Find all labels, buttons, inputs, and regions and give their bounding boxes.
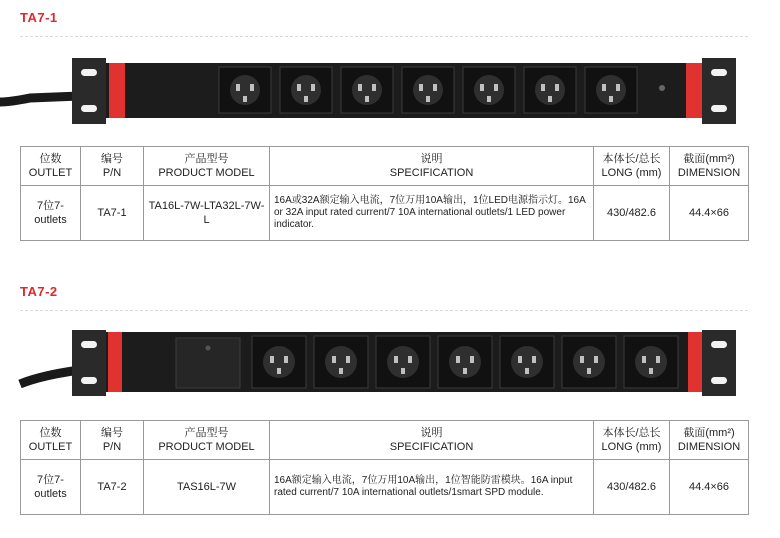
left-bracket bbox=[72, 58, 106, 124]
pdu-image-ta7-2 bbox=[0, 324, 780, 404]
cell-outlet: 7位7-outlets bbox=[21, 460, 81, 515]
left-hole-bottom bbox=[81, 377, 97, 384]
cell-pn: TA7-1 bbox=[81, 186, 144, 241]
header-outlet: 位数 OUTLET bbox=[21, 147, 81, 186]
left-hole-top bbox=[81, 69, 97, 76]
header-spec: 说明 SPECIFICATION bbox=[270, 421, 594, 460]
header-spec: 说明 SPECIFICATION bbox=[270, 147, 594, 186]
header-outlet: 位数 OUTLET bbox=[21, 421, 81, 460]
section-title-ta7-1: TA7-1 bbox=[20, 10, 58, 25]
header-pn: 编号 P/N bbox=[81, 147, 144, 186]
header-pn: 编号 P/N bbox=[81, 421, 144, 460]
right-hole-bottom bbox=[711, 105, 727, 112]
left-end-cap bbox=[108, 332, 122, 392]
led-indicator bbox=[659, 85, 665, 91]
cell-spec: 16A额定输入电流，7位万用10A输出，1位智能防雷模块。16A input rated current/7 10A international outlets/1smart SPD module. bbox=[270, 460, 594, 515]
left-bracket bbox=[72, 330, 106, 396]
right-end-cap bbox=[688, 332, 702, 392]
section-title-ta7-2: TA7-2 bbox=[20, 284, 58, 299]
cell-length: 430/482.6 bbox=[594, 460, 670, 515]
right-bracket bbox=[702, 58, 736, 124]
section-divider bbox=[20, 36, 748, 37]
pdu-image-ta7-1 bbox=[0, 52, 780, 130]
cell-model: TAS16L-7W bbox=[144, 460, 270, 515]
header-dimension: 截面(mm²) DIMENSION bbox=[670, 421, 749, 460]
header-model: 产品型号 PRODUCT MODEL bbox=[144, 421, 270, 460]
cell-model: TA16L-7W-LTA32L-7W-L bbox=[144, 186, 270, 241]
section-divider bbox=[20, 310, 748, 311]
right-end-cap bbox=[686, 63, 702, 118]
cell-outlet: 7位7-outlets bbox=[21, 186, 81, 241]
right-hole-top bbox=[711, 69, 727, 76]
power-cord bbox=[20, 370, 80, 384]
spec-table-ta7-1 bbox=[20, 146, 749, 241]
cell-spec: 16A或32A额定输入电流，7位万用10A输出，1位LED电源指示灯。16A or 32A input rated current/7 10A international outlets/1 LED power indicator. bbox=[270, 186, 594, 241]
header-length: 本体长/总长 LONG (mm) bbox=[594, 147, 670, 186]
left-hole-top bbox=[81, 341, 97, 348]
cell-dimension: 44.4×66 bbox=[670, 186, 749, 241]
header-dimension: 截面(mm²) DIMENSION bbox=[670, 147, 749, 186]
table-row bbox=[21, 460, 749, 515]
cell-dimension: 44.4×66 bbox=[670, 460, 749, 515]
spec-table-ta7-2 bbox=[20, 420, 749, 515]
right-hole-top bbox=[711, 341, 727, 348]
table-header-row bbox=[21, 421, 749, 460]
table-header-row bbox=[21, 147, 749, 186]
right-bracket bbox=[702, 330, 736, 396]
left-end-cap bbox=[109, 63, 125, 118]
cell-length: 430/482.6 bbox=[594, 186, 670, 241]
power-cord bbox=[0, 96, 80, 102]
cell-pn: TA7-2 bbox=[81, 460, 144, 515]
left-hole-bottom bbox=[81, 105, 97, 112]
spd-indicator-icon bbox=[206, 346, 211, 351]
table-row bbox=[21, 186, 749, 241]
header-length: 本体长/总长 LONG (mm) bbox=[594, 421, 670, 460]
header-model: 产品型号 PRODUCT MODEL bbox=[144, 147, 270, 186]
right-hole-bottom bbox=[711, 377, 727, 384]
